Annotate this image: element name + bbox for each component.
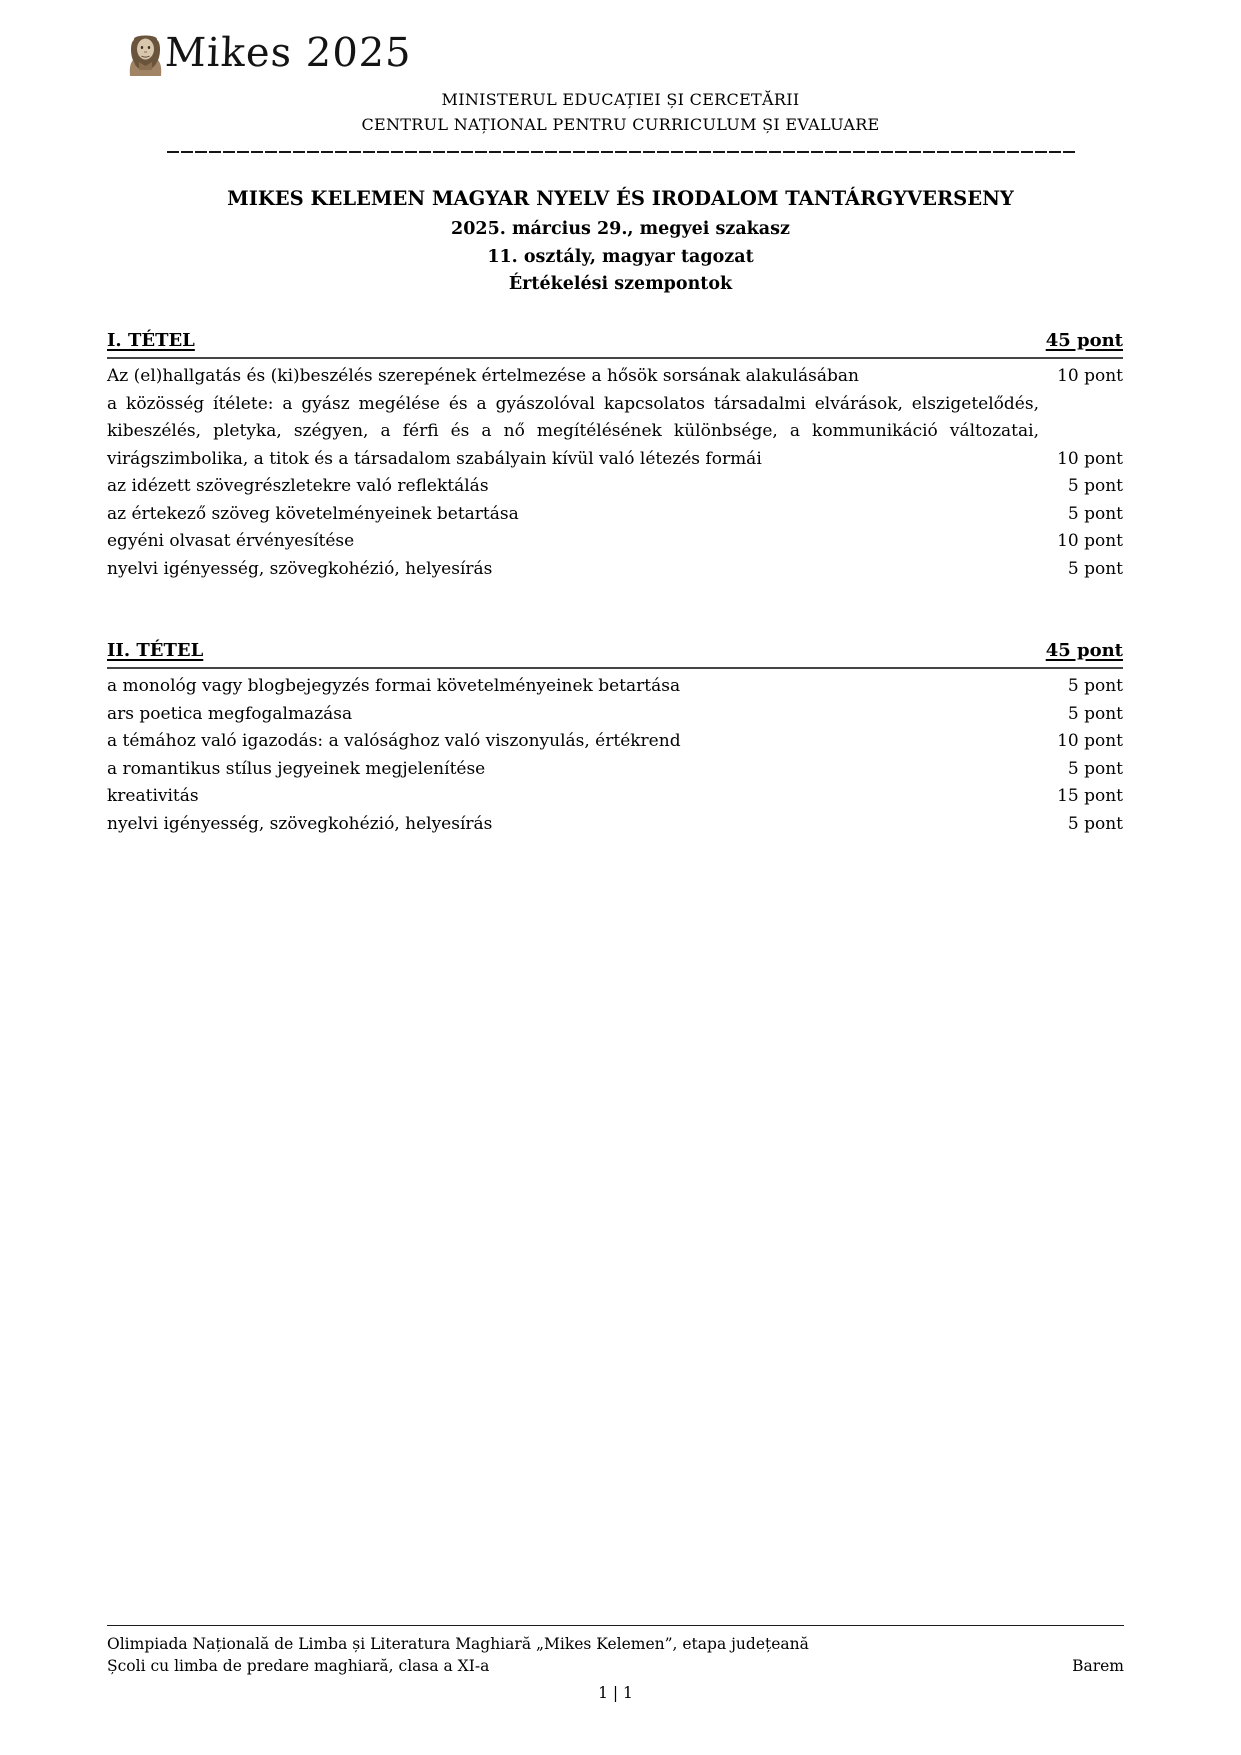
criterion-text: Az (el)hallgatás és (ki)beszélés szerepének értelmezése a hősök sorsának alakulásában [107, 366, 859, 386]
section-1-total-points: 45 pont [1045, 330, 1123, 351]
criterion-text: az idézett szövegrészletekre való reflektálás [107, 476, 489, 496]
criterion-points: 5 pont [1067, 758, 1123, 779]
section-2-total-points: 45 pont [1045, 640, 1123, 661]
org-name-line1: MINISTERUL EDUCAȚIEI ȘI CERCETĂRII [441, 90, 800, 109]
criterion-points: 5 pont [1067, 503, 1123, 524]
footer-school-line [107, 1655, 1124, 1678]
criterion-row [107, 811, 1123, 839]
criterion-points: 10 pont [1057, 366, 1123, 386]
criterion-text: egyéni olvasat érvényesítése [107, 531, 355, 551]
criterion-row [107, 673, 1123, 701]
criterion-text: a romantikus stílus jegyeinek megjelenítése [107, 758, 486, 779]
section-1-header [107, 330, 1123, 359]
footer-olympiad-line: Olimpiada Națională de Limba și Literatura Maghiară „Mikes Kelemen”, etapa județeană [107, 1635, 809, 1653]
section-2-items [107, 673, 1123, 838]
criterion-points: 10 pont [1057, 531, 1123, 551]
section-tetel-1 [107, 330, 1123, 583]
logo-text: Mikes 2025 [164, 30, 413, 76]
mikes-kelemen-portrait-icon [126, 32, 165, 80]
criterion-points: 10 pont [1057, 731, 1123, 751]
criterion-row [107, 528, 1123, 556]
criterion-points: 5 pont [1067, 676, 1123, 696]
criterion-row [107, 473, 1123, 501]
contest-grade: 11. osztály, magyar tagozat [487, 246, 754, 267]
section-2-heading: II. TÉTEL [107, 640, 204, 661]
criterion-text: ars poetica megfogalmazása [107, 703, 353, 724]
criterion-text: nyelvi igényesség, szövegkohézió, helyesírás [107, 813, 493, 834]
criterion-points: 5 pont [1067, 558, 1123, 579]
mikes-logo [126, 30, 412, 80]
section-tetel-2 [107, 640, 1123, 838]
criterion-points: 10 pont [1057, 448, 1123, 469]
criterion-text: az értekező szöveg követelményeinek betartása [107, 503, 519, 524]
criterion-row [107, 363, 1123, 391]
contest-date-stage: 2025. március 29., megyei szakasz [451, 219, 790, 239]
criterion-row [107, 556, 1123, 584]
page-footer [107, 1625, 1124, 1706]
section-1-heading: I. TÉTEL [107, 330, 195, 351]
criterion-row [107, 391, 1123, 474]
criterion-text: a monológ vagy blogbejegyzés formai követelményeinek betartása [107, 676, 681, 696]
criterion-row [107, 756, 1123, 784]
criterion-row [107, 728, 1123, 756]
criterion-points: 5 pont [1067, 476, 1123, 496]
criterion-row [107, 701, 1123, 729]
criterion-row [107, 501, 1123, 529]
page-number: 1 | 1 [598, 1684, 633, 1702]
section-1-items [107, 363, 1123, 583]
contest-title: MIKES KELEMEN MAGYAR NYELV ÉS IRODALOM TANTÁRGYVERSENY [227, 187, 1014, 210]
criterion-points: 5 pont [1067, 813, 1123, 834]
section-2-header [107, 640, 1123, 669]
criterion-points: 15 pont [1057, 786, 1123, 806]
criterion-text: a közösség ítélete: a gyász megélése és a gyászolóval kapcsolatos társadalmi elvárások, elszigetelődés, kibeszélés, pletyka, szégyen, a férfi és a nő megítélésének különbsége, a kommunikáció változatai, virágszimbolika, a titok és a társadalom szabályain kívül való létezés formái [107, 393, 1039, 469]
contest-subtitle: Értékelési szempontok [508, 274, 733, 294]
footer-school-text: Școli cu limba de predare maghiară, clasa a XI-a [107, 1657, 490, 1675]
footer-barem-label: Barem [1072, 1657, 1124, 1675]
criterion-points: 5 pont [1067, 703, 1123, 724]
criterion-text: nyelvi igényesség, szövegkohézió, helyesírás [107, 558, 493, 579]
title-block [0, 186, 1241, 299]
criterion-row [107, 783, 1123, 811]
criterion-text: a témához való igazodás: a valósághoz való viszonyulás, értékrend [107, 731, 681, 751]
org-name-line2: CENTRUL NAȚIONAL PENTRU CURRICULUM ȘI EVALUARE [361, 115, 880, 134]
criterion-text: kreativitás [107, 786, 199, 806]
header-divider [167, 151, 1075, 153]
